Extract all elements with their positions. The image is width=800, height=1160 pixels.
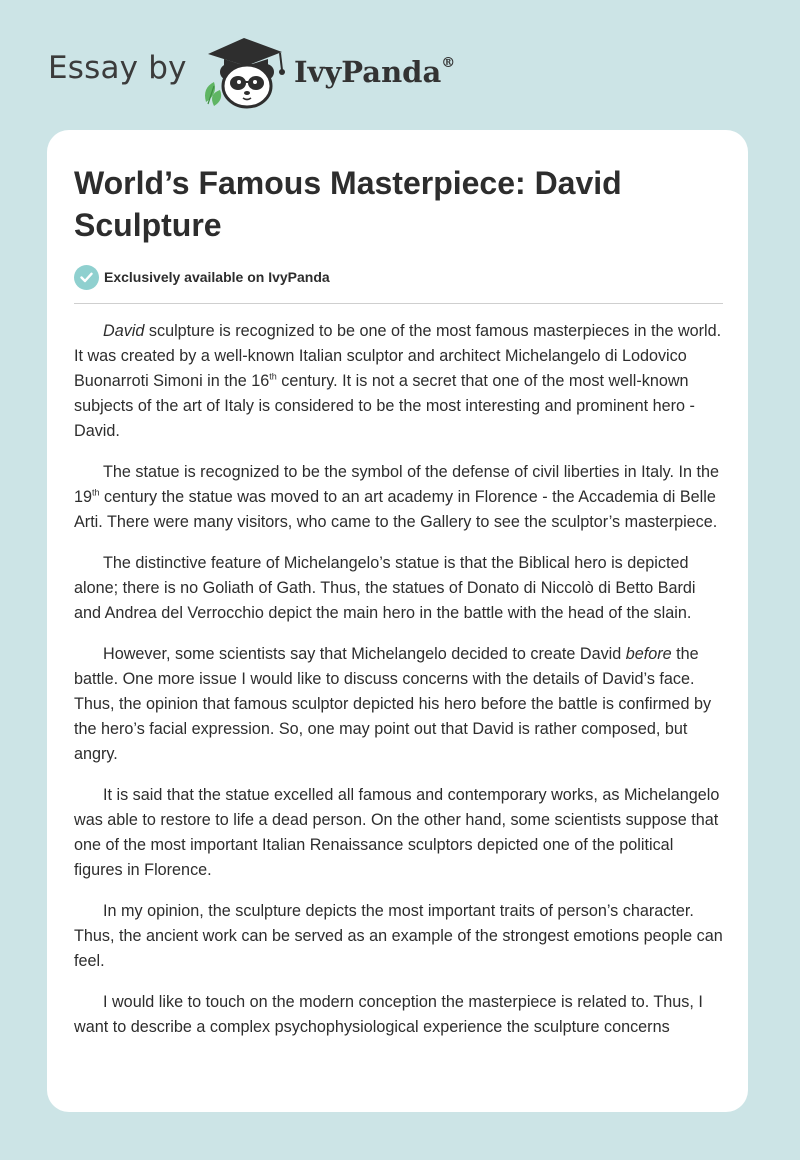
essay-body [74,319,726,1056]
paragraph-6: In my opinion, the sculpture depicts the most important traits of person’s character. Thus, the ancient work can be served as an example of the strongest emotions people can feel. [74,902,723,970]
paragraph-7: I would like to touch on the modern conception the masterpiece is related to. Thus, I want to describe a complex psychophysiological experience the sculpture concerns [74,993,703,1036]
paragraph-4: However, some scientists say that Michelangelo decided to create David before the battle. One more issue I would like to discuss concerns with the details of David’s face. Thus, the opinion that famous sculptor depicted his hero before the battle is confirmed by the hero’s facial expression. So, one may point out that David is rather composed, but angry. [74,645,712,763]
exclusive-label: Exclusively available on IvyPanda [104,269,330,285]
essay-card [47,130,748,1112]
paragraph-3: The distinctive feature of Michelangelo’s statue is that the Biblical hero is depicted alone; there is no Goliath of Gath. Thus, the statues of Donato di Niccolò di Betto Bardi and Andrea del Verrocchio depict the main hero in the battle with the head of the slain. [74,554,696,622]
check-icon [74,265,99,290]
paragraph-5: It is said that the statue excelled all famous and contemporary works, as Michelangelo was able to restore to life a dead person. On the other hand, some scientists suppose that one of the most important Italian Renaissance sculptors depicted one of the political figures in Florence. [74,786,720,879]
exclusive-badge [74,264,330,290]
essay-by-label: Essay by [48,50,187,86]
page-title: World’s Famous Masterpiece: David Sculpture [74,165,622,243]
paragraph-2: The statue is recognized to be the symbol of the defense of civil liberties in Italy. In the 19th century the statue was moved to an art academy in Florence - the Accademia di Belle Arti. There were many visitors, who came to the Gallery to see the sculptor’s masterpiece. [74,463,720,531]
panda-mascot-icon [200,32,292,110]
brand-name[interactable]: IvyPanda® [294,55,456,89]
paragraph-1: David sculpture is recognized to be one of the most famous masterpieces in the world. It was created by a well-known Italian sculptor and architect Michelangelo di Lodovico Buonarroti Simoni in the 16th century. It is not a secret that one of the most well-known subjects of the art of Italy is considered to be the most interesting and prominent hero - David. [74,322,722,440]
site-header [48,30,568,110]
divider [74,303,723,304]
